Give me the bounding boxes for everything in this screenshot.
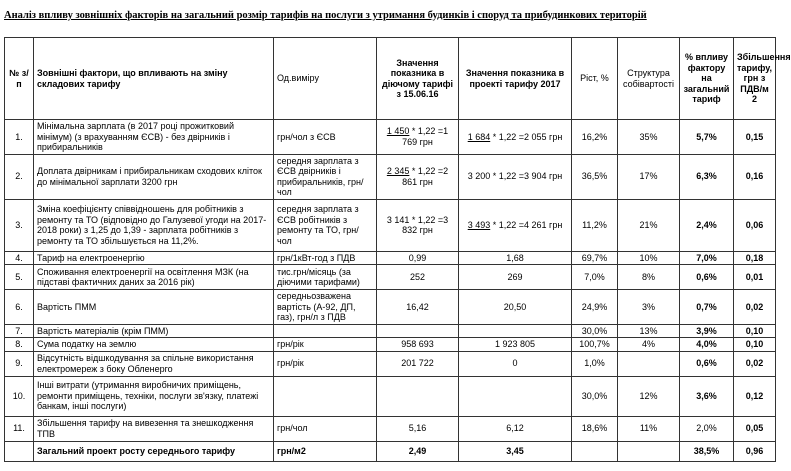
row-project-value-underlined: 1 684 [467,131,491,142]
row-impact: 7,0% [680,251,734,265]
row-project-value [459,251,572,265]
row-current-value [377,416,459,441]
row-unit: середня зарплата з ЄСВ робітників з ремонту та ТО, грн/чол [274,199,377,251]
row-impact: 6,3% [680,154,734,199]
row-impact: 2,0% [680,416,734,441]
row-increase: 0,01 [734,265,776,290]
row-factor: Мінімальна зарплата (в 2017 році прожитковий мінімум) (з врахуванням ЄСВ) - без двірників і прибиральників [34,120,274,155]
row-impact: 0,6% [680,265,734,290]
row-impact: 2,4% [680,199,734,251]
col-current-header: Значення показника в діючому тарифі з 15.06.16 [377,38,459,120]
col-increase-header: Збільшення тарифу, грн з ПДВ/м 2 [734,38,776,120]
row-growth: 69,7% [572,251,618,265]
row-factor: Інші витрати (утримання виробничих приміщень, ремонти приміщень, техніки, послуги зв'язку, платежі банкам, інші послуги) [34,376,274,416]
col-growth-header: Ріст, % [572,38,618,120]
row-project-value-rest: 6,12 [506,423,524,434]
total-project: 3,45 [459,441,572,461]
row-current-value [377,324,459,338]
row-current-value [377,338,459,352]
col-num-header: № з/п [5,38,34,120]
table-row [5,265,776,290]
total-increase: 0,96 [734,441,776,461]
row-increase: 0,10 [734,338,776,352]
row-current-value-rest: * 1,22 =2 861 грн [402,166,449,187]
row-current-value-rest: 0,99 [408,252,427,263]
row-project-value-rest: 20,50 [503,301,527,312]
total-impact: 38,5% [680,441,734,461]
row-project-value-rest: 3 200 * 1,22 =3 904 грн [467,171,563,182]
row-project-value [459,154,572,199]
table-row [5,290,776,325]
row-factor: Збільшення тарифу на вивезення та знешкодження ТПВ [34,416,274,441]
row-increase: 0,16 [734,154,776,199]
table-row [5,351,776,376]
table-row [5,376,776,416]
row-project-value-rest: 1 923 805 [494,339,536,349]
row-current-value [377,199,459,251]
row-impact: 3,6% [680,376,734,416]
row-structure: 11% [618,416,680,441]
row-unit [274,324,377,338]
row-unit: середньозважена вартість (А-92, ДП, газ), грн/л з ПДВ [274,290,377,325]
row-project-value [459,376,572,416]
row-impact: 0,7% [680,290,734,325]
row-impact: 0,6% [680,351,734,376]
row-project-value-rest: * 1,22 =2 055 грн [490,131,563,142]
row-unit: грн/1кВт-год з ПДВ [274,251,377,265]
row-current-value-rest: 252 [409,271,426,282]
table-row [5,251,776,265]
row-factor: Тариф на електроенергію [34,251,274,265]
total-current: 2,49 [377,441,459,461]
row-structure: 12% [618,376,680,416]
row-current-value [377,265,459,290]
row-structure: 3% [618,290,680,325]
header-row [5,38,776,120]
col-factor-header: Зовнішні фактори, що впливають на зміну складових тарифу [34,38,274,120]
table-row [5,154,776,199]
row-unit: тис.грн/місяць (за діючими тарифами) [274,265,377,290]
col-impact-header: % впливу фактору на загальний тариф [680,38,734,120]
row-growth: 7,0% [572,265,618,290]
row-factor: Сума податку на землю [34,338,274,352]
row-growth: 30,0% [572,324,618,338]
table-row [5,416,776,441]
row-num: 7. [5,324,34,338]
table-row [5,338,776,352]
row-factor: Споживання електроенергії на освітлення МЗК (на підставі фактичних даних за 2016 рік) [34,265,274,290]
total-unit: грн/м2 [274,441,377,461]
row-structure: 35% [618,120,680,155]
row-unit: грн/чол з ЄСВ [274,120,377,155]
row-increase: 0,05 [734,416,776,441]
row-impact: 3,9% [680,324,734,338]
row-increase: 0,18 [734,251,776,265]
row-current-value-rest: 201 722 [401,358,434,369]
col-unit-header: Од.виміру [274,38,377,120]
row-increase: 0,10 [734,324,776,338]
row-increase: 0,12 [734,376,776,416]
row-project-value [459,351,572,376]
total-label: Загальний проект росту середнього тарифу [34,441,274,461]
row-growth: 100,7% [572,338,618,352]
row-num: 4. [5,251,34,265]
row-growth: 16,2% [572,120,618,155]
row-num: 9. [5,351,34,376]
row-growth: 11,2% [572,199,618,251]
row-increase: 0,15 [734,120,776,155]
row-current-value [377,120,459,155]
row-project-value [459,265,572,290]
row-num: 10. [5,376,34,416]
row-unit: грн/чол [274,416,377,441]
row-structure: 8% [618,265,680,290]
row-current-value-rest: 16,42 [406,301,429,312]
row-project-value-rest: 1,68 [506,252,524,263]
row-factor: Доплата двірникам і прибиральникам сходових кліток до мінімальної зарплати 3200 грн [34,154,274,199]
row-structure: 4% [618,338,680,352]
row-unit: середня зарплата з ЄСВ двірників і прибиральників, грн/чол [274,154,377,199]
row-growth: 18,6% [572,416,618,441]
row-project-value [459,199,572,251]
row-num: 11. [5,416,34,441]
row-unit [274,376,377,416]
table-row [5,324,776,338]
row-num: 8. [5,338,34,352]
document-title: Аналіз впливу зовнішніх факторів на загальний розмір тарифів на послуги з утримання будинків і споруд та прибудинкових територій [4,10,647,21]
total-row [5,441,776,461]
row-project-value [459,338,572,352]
row-project-value [459,290,572,325]
row-structure: 21% [618,199,680,251]
row-current-value-rest: 958 693 [401,339,434,349]
row-factor: Вартість ПММ [34,290,274,325]
row-project-value-underlined: 3 493 [467,219,491,230]
row-current-value-rest: 5,16 [408,423,427,434]
row-current-value [377,251,459,265]
row-structure: 17% [618,154,680,199]
row-current-value [377,376,459,416]
table-row [5,120,776,155]
row-current-value [377,290,459,325]
row-structure: 13% [618,324,680,338]
row-current-value-rest: * 1,22 =1 769 грн [402,126,449,147]
row-impact: 5,7% [680,120,734,155]
row-current-value [377,154,459,199]
row-factor: Зміна коефіцієнту співвідношень для робітників з ремонту та ТО (відповідно до Галузевої угоди на 2017-2018 роки) з 1,25 до 1,39 - зарплата робітників з ремонту та ТО збільшується на 11,2%. [34,199,274,251]
row-project-value-rest: 0 [512,358,518,369]
col-project-header: Значення показника в проекті тарифу 2017 [459,38,572,120]
row-num: 6. [5,290,34,325]
row-increase: 0,02 [734,290,776,325]
row-project-value [459,416,572,441]
row-num: 5. [5,265,34,290]
row-increase: 0,06 [734,199,776,251]
row-growth: 24,9% [572,290,618,325]
row-current-value [377,351,459,376]
row-current-value-underlined: 1 450 [386,126,410,137]
row-growth: 1,0% [572,351,618,376]
row-growth: 30,0% [572,376,618,416]
row-structure: 10% [618,251,680,265]
row-impact: 4,0% [680,338,734,352]
row-num: 1. [5,120,34,155]
row-current-value-underlined: 2 345 [386,166,410,176]
row-num: 3. [5,199,34,251]
row-project-value-rest: * 1,22 =4 261 грн [490,219,563,230]
row-growth: 36,5% [572,154,618,199]
row-unit: грн/рік [274,351,377,376]
tariff-analysis-table [4,37,791,462]
row-structure [618,351,680,376]
row-project-value [459,324,572,338]
row-current-value-rest: 3 141 * 1,22 =3 832 грн [386,214,449,235]
row-factor: Вартість матеріалів (крім ПММ) [34,324,274,338]
row-increase: 0,02 [734,351,776,376]
row-unit: грн/рік [274,338,377,352]
row-project-value-rest: 269 [507,271,523,282]
row-num: 2. [5,154,34,199]
col-structure-header: Структура собівартості [618,38,680,120]
row-project-value [459,120,572,155]
row-factor: Відсутність відшкодування за спільне використання електромереж з боку Обленерго [34,351,274,376]
table-row [5,199,776,251]
